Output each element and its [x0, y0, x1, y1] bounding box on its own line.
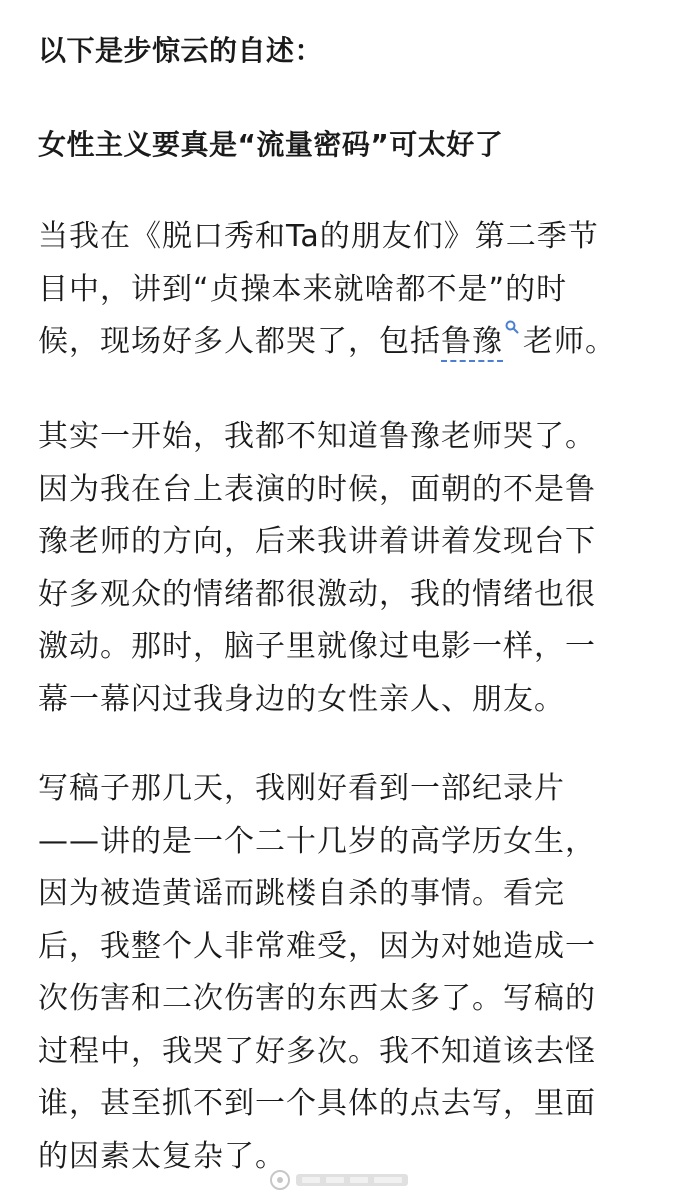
paragraph-2	[38, 411, 638, 726]
section-heading: 女性主义要真是“流量密码”可太好了	[38, 128, 504, 161]
paragraph-text: 候，现场好多人都哭了，包括	[38, 324, 441, 359]
paragraph-line: 其实一开始，我都不知道鲁豫老师哭了。	[38, 419, 596, 454]
paragraph-1	[38, 211, 638, 369]
paragraph-line: 写稿子那几天，我刚好看到一部纪录片	[38, 771, 565, 806]
paragraph-line: 因为被造黄谣而跳楼自杀的事情。看完	[38, 876, 565, 911]
paragraph-line: 次伤害和二次伤害的东西太多了。写稿的	[38, 981, 596, 1016]
paragraph-line: 激动。那时，脑子里就像过电影一样，一	[38, 629, 596, 664]
search-icon[interactable]	[505, 320, 519, 334]
paragraph-text: 老师。	[523, 324, 616, 359]
paragraph-line: 目中，讲到“贞操本来就啥都不是”的时	[38, 271, 568, 307]
search-link-luyu[interactable]: 鲁豫	[441, 324, 503, 362]
paragraph-line: 当我在《脱口秀和Ta的朋友们》第二季节	[38, 219, 599, 254]
paragraph-line: 豫老师的方向，后来我讲着讲着发现台下	[38, 524, 596, 559]
paragraph-line: ——讲的是一个二十几岁的高学历女生，	[38, 823, 596, 859]
paragraph-3	[38, 763, 638, 1183]
paragraph-line: 后，我整个人非常难受，因为对她造成一	[38, 928, 596, 964]
paragraph-line	[38, 316, 638, 369]
paragraph-line: 好多观众的情绪都很激动，我的情绪也很	[38, 576, 596, 612]
paragraph-line: 的因素太复杂了。	[38, 1138, 286, 1174]
paragraph-line: 幕一幕闪过我身边的女性亲人、朋友。	[38, 681, 565, 717]
intro-heading: 以下是步惊云的自述：	[38, 34, 324, 67]
paragraph-line: 谁，甚至抓不到一个具体的点去写，里面	[38, 1086, 596, 1121]
paragraph-line: 因为我在台上表演的时候，面朝的不是鲁	[38, 471, 596, 507]
paragraph-line: 过程中，我哭了好多次。我不知道该去怪	[38, 1033, 596, 1069]
watermark-logo	[268, 1168, 416, 1192]
